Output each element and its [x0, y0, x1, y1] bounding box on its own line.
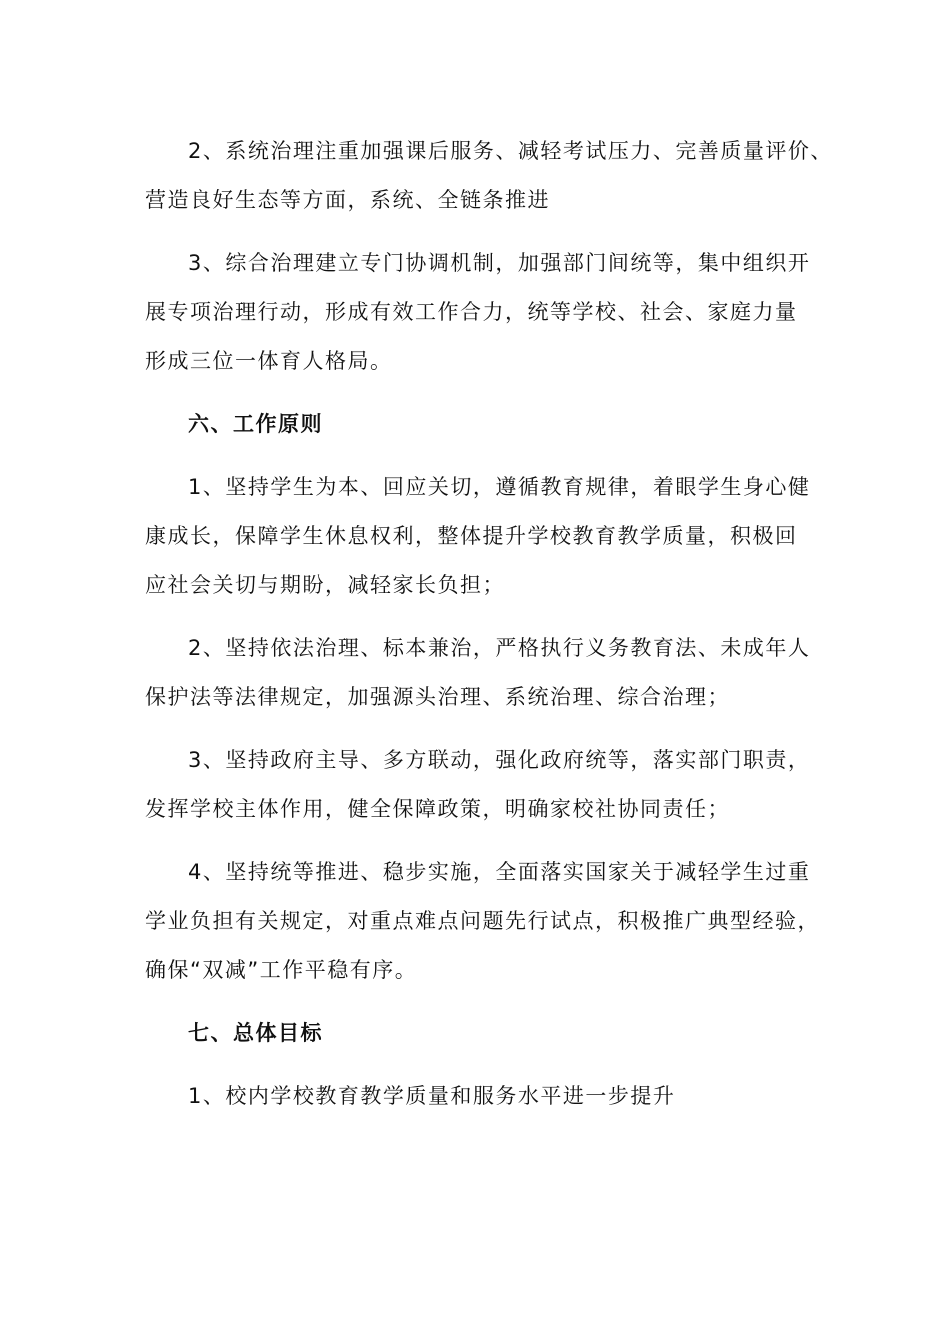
paragraph-line: 3、坚持政府主导、多方联动，强化政府统等，落实部门职责，: [188, 748, 811, 772]
paragraph-line: 应社会关切与期盼，减轻家长负担；: [145, 573, 505, 597]
paragraph-line: 1、校内学校教育教学质量和服务水平进一步提升: [188, 1084, 676, 1108]
paragraph-line: 营造良好生态等方面，系统、全链条推进: [145, 188, 550, 212]
paragraph-line: 确保“双减”工作平稳有序。: [145, 958, 418, 982]
section-heading: 六、工作原则: [188, 412, 323, 436]
paragraph-line: 保护法等法律规定，加强源头治理、系统治理、综合治理；: [145, 685, 730, 709]
paragraph-line: 发挥学校主体作用，健全保障政策，明确家校社协同责任；: [145, 797, 730, 821]
paragraph-line: 4、坚持统等推进、稳步实施，全面落实国家关于减轻学生过重: [188, 860, 811, 884]
paragraph-line: 1、坚持学生为本、回应关切，遵循教育规律，着眼学生身心健: [188, 475, 811, 499]
paragraph-line: 康成长，保障学生休息权利，整体提升学校教育教学质量，积极回: [145, 524, 798, 548]
paragraph-line: 2、坚持依法治理、标本兼治，严格执行义务教育法、未成年人: [188, 636, 811, 660]
section-heading: 七、总体目标: [188, 1021, 323, 1045]
paragraph-line: 学业负担有关规定，对重点难点问题先行试点，积极推广典型经验，: [145, 909, 820, 933]
paragraph-line: 3、综合治理建立专门协调机制，加强部门间统等，集中组织开: [188, 251, 811, 275]
paragraph-line: 形成三位一体育人格局。: [145, 349, 393, 373]
paragraph-line: 展专项治理行动，形成有效工作合力，统等学校、社会、家庭力量: [145, 300, 798, 324]
paragraph-line: 2、系统治理注重加强课后服务、减轻考试压力、完善质量评价、: [188, 139, 833, 163]
